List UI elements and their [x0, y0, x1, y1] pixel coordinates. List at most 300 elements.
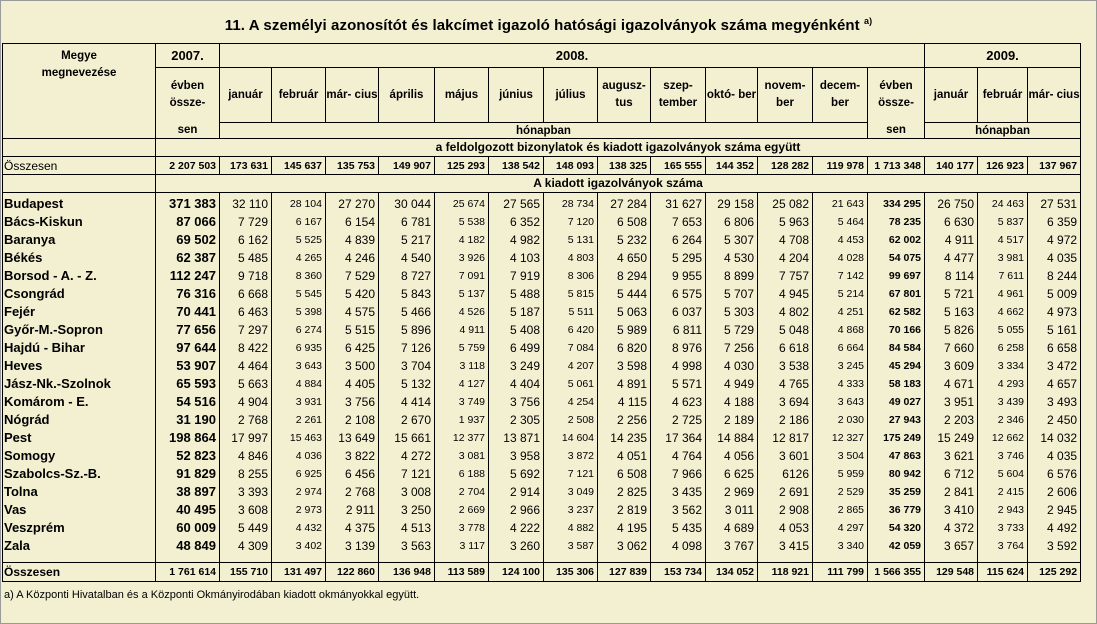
- county-row: [3, 321, 1081, 339]
- county-value: 4 405: [326, 375, 379, 393]
- county-value: 5 488: [489, 285, 544, 303]
- county-value: 6 508: [598, 465, 651, 483]
- county-name: Somogy: [3, 447, 156, 465]
- county-value: 7 297: [220, 321, 272, 339]
- county-value: 3 609: [925, 357, 978, 375]
- id-cards-table: [2, 43, 1081, 582]
- county-name: Fejér: [3, 303, 156, 321]
- county-value: 5 137: [435, 285, 489, 303]
- county-value: 2 914: [489, 483, 544, 501]
- county-value: 4 204: [758, 249, 813, 267]
- county-value: 4 028: [813, 249, 868, 267]
- county-row: [3, 249, 1081, 267]
- county-value: 4 868: [813, 321, 868, 339]
- county-value: 2 256: [598, 411, 651, 429]
- county-value: 4 689: [706, 519, 758, 537]
- county-value: 175 249: [868, 429, 925, 447]
- county-value: 12 662: [978, 429, 1028, 447]
- county-value: 5 963: [758, 213, 813, 231]
- county-value: 4 030: [706, 357, 758, 375]
- county-value: 334 295: [868, 193, 925, 214]
- county-header: [3, 44, 156, 139]
- county-value: 4 453: [813, 231, 868, 249]
- county-value: 3 139: [326, 537, 379, 555]
- county-value: 3 694: [758, 393, 813, 411]
- county-name: Veszprém: [3, 519, 156, 537]
- county-value: 5 295: [651, 249, 706, 267]
- total-processed-value: 140 177: [925, 157, 978, 175]
- total-issued-value: 129 548: [925, 563, 978, 582]
- county-value: 8 114: [925, 267, 978, 285]
- county-value: 4 053: [758, 519, 813, 537]
- county-value: 4 671: [925, 375, 978, 393]
- county-value: 5 989: [598, 321, 651, 339]
- county-name: Vas: [3, 501, 156, 519]
- county-value: 4 846: [220, 447, 272, 465]
- total-processed-value: 145 637: [272, 157, 326, 175]
- county-value: 14 235: [598, 429, 651, 447]
- county-value: 17 364: [651, 429, 706, 447]
- total-processed-value: 128 282: [758, 157, 813, 175]
- county-value: 7 653: [651, 213, 706, 231]
- total-issued-value: 122 860: [326, 563, 379, 582]
- county-value: 4 662: [978, 303, 1028, 321]
- county-value: 3 621: [925, 447, 978, 465]
- county-value: 2 969: [706, 483, 758, 501]
- county-value: 5 515: [326, 321, 379, 339]
- county-value: 3 822: [326, 447, 379, 465]
- issued-caption: A kiadott igazolványok száma: [156, 175, 1081, 193]
- county-value: 3 958: [489, 447, 544, 465]
- county-value: 3 767: [706, 537, 758, 555]
- county-value: 4 035: [1028, 447, 1081, 465]
- county-value: 4 372: [925, 519, 978, 537]
- county-value: 3 118: [435, 357, 489, 375]
- county-value: 6 264: [651, 231, 706, 249]
- county-value: 54 075: [868, 249, 925, 267]
- county-value: 2 908: [758, 501, 813, 519]
- county-value: 8 244: [1028, 267, 1081, 285]
- total-processed-value: 138 542: [489, 157, 544, 175]
- county-value: 4 254: [544, 393, 598, 411]
- county-value: 2 865: [813, 501, 868, 519]
- county-value: 62 387: [156, 249, 220, 267]
- county-value: 2 346: [978, 411, 1028, 429]
- county-value: 4 207: [544, 357, 598, 375]
- county-value: 25 082: [758, 193, 813, 214]
- county-value: 5 826: [925, 321, 978, 339]
- county-name: Zala: [3, 537, 156, 555]
- county-value: 2 030: [813, 411, 868, 429]
- month-2008-header: szep- tember: [651, 68, 706, 123]
- county-value: 2 450: [1028, 411, 1081, 429]
- county-value: 2 704: [435, 483, 489, 501]
- county-value: 78 235: [868, 213, 925, 231]
- county-value: 3 435: [651, 483, 706, 501]
- county-value: 6 811: [651, 321, 706, 339]
- county-value: 2 911: [326, 501, 379, 519]
- county-row: [3, 519, 1081, 537]
- county-row: [3, 193, 1081, 214]
- county-value: 4 333: [813, 375, 868, 393]
- county-value: 2 508: [544, 411, 598, 429]
- county-value: 5 132: [379, 375, 435, 393]
- county-value: 48 849: [156, 537, 220, 555]
- month-2008-header: már- cius: [326, 68, 379, 123]
- county-value: 5 163: [925, 303, 978, 321]
- county-value: 3 493: [1028, 393, 1081, 411]
- county-value: 5 729: [706, 321, 758, 339]
- county-value: 69 502: [156, 231, 220, 249]
- county-value: 2 725: [651, 411, 706, 429]
- county-value: 76 316: [156, 285, 220, 303]
- county-value: 5 759: [435, 339, 489, 357]
- county-name: Komárom - E.: [3, 393, 156, 411]
- county-value: 4 035: [1028, 249, 1081, 267]
- county-value: 6 925: [272, 465, 326, 483]
- county-value: 5 214: [813, 285, 868, 303]
- county-value: 7 611: [978, 267, 1028, 285]
- county-value: 2 691: [758, 483, 813, 501]
- county-value: 7 121: [544, 465, 598, 483]
- county-value: 5 161: [1028, 321, 1081, 339]
- county-value: 6126: [758, 465, 813, 483]
- county-value: 3 049: [544, 483, 598, 501]
- county-value: 12 327: [813, 429, 868, 447]
- county-value: 2 669: [435, 501, 489, 519]
- county-value: 97 644: [156, 339, 220, 357]
- county-name: Nógrád: [3, 411, 156, 429]
- month-2008-header: május: [435, 68, 489, 123]
- county-value: 4 973: [1028, 303, 1081, 321]
- total-issued-value: 1 566 355: [868, 563, 925, 582]
- county-value: 4 998: [651, 357, 706, 375]
- month-2008-header: augusz- tus: [598, 68, 651, 123]
- county-value: 5 485: [220, 249, 272, 267]
- total-issued-value: 136 948: [379, 563, 435, 582]
- county-row: [3, 501, 1081, 519]
- county-value: 5 009: [1028, 285, 1081, 303]
- county-value: 15 249: [925, 429, 978, 447]
- county-value: 2 606: [1028, 483, 1081, 501]
- total-processed-value: 148 093: [544, 157, 598, 175]
- county-value: 4 657: [1028, 375, 1081, 393]
- county-value: 36 779: [868, 501, 925, 519]
- total-issued-value: 153 734: [651, 563, 706, 582]
- county-value: 60 009: [156, 519, 220, 537]
- county-value: 5 187: [489, 303, 544, 321]
- county-header-line2: megnevezése: [41, 67, 117, 79]
- county-value: 4 972: [1028, 231, 1081, 249]
- county-value: 7 729: [220, 213, 272, 231]
- county-value: 32 110: [220, 193, 272, 214]
- county-value: 4 246: [326, 249, 379, 267]
- county-row: [3, 483, 1081, 501]
- county-row: [3, 429, 1081, 447]
- county-value: 3 746: [978, 447, 1028, 465]
- county-value: 3 657: [925, 537, 978, 555]
- county-value: 8 306: [544, 267, 598, 285]
- county-value: 5 815: [544, 285, 598, 303]
- county-value: 14 604: [544, 429, 598, 447]
- county-value: 3 260: [489, 537, 544, 555]
- county-value: 4 513: [379, 519, 435, 537]
- county-value: 4 884: [272, 375, 326, 393]
- county-name: Baranya: [3, 231, 156, 249]
- table-title: [0, 16, 1097, 34]
- county-value: 4 414: [379, 393, 435, 411]
- county-value: 5 896: [379, 321, 435, 339]
- county-value: 7 126: [379, 339, 435, 357]
- county-value: 3 334: [978, 357, 1028, 375]
- annual-2007-sen: sen: [156, 123, 220, 139]
- county-value: 3 931: [272, 393, 326, 411]
- county-row: [3, 537, 1081, 555]
- county-value: 5 063: [598, 303, 651, 321]
- county-value: 7 084: [544, 339, 598, 357]
- county-value: 58 183: [868, 375, 925, 393]
- total-issued-value: 113 589: [435, 563, 489, 582]
- county-value: 6 668: [220, 285, 272, 303]
- county-value: 2 825: [598, 483, 651, 501]
- county-value: 7 966: [651, 465, 706, 483]
- county-value: 6 781: [379, 213, 435, 231]
- total-issued-value: 118 921: [758, 563, 813, 582]
- total-issued-value: 127 839: [598, 563, 651, 582]
- county-value: 4 802: [758, 303, 813, 321]
- county-value: 3 062: [598, 537, 651, 555]
- county-value: 4 195: [598, 519, 651, 537]
- county-value: 5 959: [813, 465, 868, 483]
- total-processed-value: 119 978: [813, 157, 868, 175]
- total-issued-value: 111 799: [813, 563, 868, 582]
- county-value: 5 837: [978, 213, 1028, 231]
- county-row: [3, 375, 1081, 393]
- total-issued-value: 135 306: [544, 563, 598, 582]
- county-value: 5 604: [978, 465, 1028, 483]
- county-value: 4 222: [489, 519, 544, 537]
- total-issued-value: 125 292: [1028, 563, 1081, 582]
- county-value: 6 463: [220, 303, 272, 321]
- county-value: 6 625: [706, 465, 758, 483]
- county-name: Csongrád: [3, 285, 156, 303]
- county-value: 6 575: [651, 285, 706, 303]
- county-value: 6 425: [326, 339, 379, 357]
- county-value: 3 764: [978, 537, 1028, 555]
- county-value: 31 190: [156, 411, 220, 429]
- county-value: 35 259: [868, 483, 925, 501]
- footnote: a) A Központi Hivatalban és a Központi Okmányirodában kiadott okmányokkal együtt.: [4, 589, 420, 601]
- county-value: 7 121: [379, 465, 435, 483]
- county-value: 3 011: [706, 501, 758, 519]
- county-value: 2 529: [813, 483, 868, 501]
- total-processed-value: 173 631: [220, 157, 272, 175]
- county-value: 49 027: [868, 393, 925, 411]
- month-2008-header: február: [272, 68, 326, 123]
- county-value: 2 841: [925, 483, 978, 501]
- county-row: [3, 285, 1081, 303]
- county-value: 4 103: [489, 249, 544, 267]
- county-value: 8 255: [220, 465, 272, 483]
- county-value: 3 562: [651, 501, 706, 519]
- county-value: 3 872: [544, 447, 598, 465]
- county-value: 3 402: [272, 537, 326, 555]
- county-value: 29 158: [706, 193, 758, 214]
- county-value: 5 663: [220, 375, 272, 393]
- county-value: 2 261: [272, 411, 326, 429]
- county-value: 9 955: [651, 267, 706, 285]
- county-value: 4 265: [272, 249, 326, 267]
- county-value: 2 819: [598, 501, 651, 519]
- month-2008-header: decem- ber: [813, 68, 868, 123]
- county-name: Bács-Kiskun: [3, 213, 156, 231]
- total-processed-value: 137 967: [1028, 157, 1081, 175]
- county-value: 3 500: [326, 357, 379, 375]
- county-value: 5 444: [598, 285, 651, 303]
- county-value: 27 565: [489, 193, 544, 214]
- total-processed-row: [3, 157, 1081, 175]
- county-value: 3 472: [1028, 357, 1081, 375]
- county-value: 3 601: [758, 447, 813, 465]
- county-value: 47 863: [868, 447, 925, 465]
- county-value: 4 517: [978, 231, 1028, 249]
- county-value: 4 492: [1028, 519, 1081, 537]
- annual-2008-label: évben össze-: [868, 68, 925, 123]
- county-value: 7 919: [489, 267, 544, 285]
- county-value: 27 531: [1028, 193, 1081, 214]
- county-value: 3 081: [435, 447, 489, 465]
- county-value: 62 582: [868, 303, 925, 321]
- county-value: 4 526: [435, 303, 489, 321]
- month-2008-header: január: [220, 68, 272, 123]
- county-row: [3, 267, 1081, 285]
- county-value: 3 951: [925, 393, 978, 411]
- county-value: 7 660: [925, 339, 978, 357]
- month-2008-header: június: [489, 68, 544, 123]
- county-value: 5 511: [544, 303, 598, 321]
- annual-2007-label: évben össze-: [156, 68, 220, 123]
- county-value: 14 032: [1028, 429, 1081, 447]
- county-value: 6 420: [544, 321, 598, 339]
- county-value: 84 584: [868, 339, 925, 357]
- county-value: 3 340: [813, 537, 868, 555]
- county-value: 70 441: [156, 303, 220, 321]
- total-processed-value: 1 713 348: [868, 157, 925, 175]
- county-value: 4 309: [220, 537, 272, 555]
- county-value: 4 949: [706, 375, 758, 393]
- county-value: 3 410: [925, 501, 978, 519]
- year-2009-header: 2009.: [925, 44, 1081, 68]
- county-name: Jász-Nk.-Szolnok: [3, 375, 156, 393]
- county-value: 6 456: [326, 465, 379, 483]
- county-value: 6 188: [435, 465, 489, 483]
- county-value: 6 274: [272, 321, 326, 339]
- county-value: 4 293: [978, 375, 1028, 393]
- county-value: 87 066: [156, 213, 220, 231]
- county-value: 4 904: [220, 393, 272, 411]
- county-value: 2 943: [978, 501, 1028, 519]
- county-value: 15 661: [379, 429, 435, 447]
- county-value: 3 598: [598, 357, 651, 375]
- total-issued-row: [3, 563, 1081, 582]
- county-value: 3 439: [978, 393, 1028, 411]
- county-value: 6 167: [272, 213, 326, 231]
- county-value: 21 643: [813, 193, 868, 214]
- county-value: 4 911: [435, 321, 489, 339]
- county-value: 8 294: [598, 267, 651, 285]
- county-value: 4 056: [706, 447, 758, 465]
- county-value: 5 055: [978, 321, 1028, 339]
- county-value: 4 272: [379, 447, 435, 465]
- county-value: 40 495: [156, 501, 220, 519]
- county-value: 3 778: [435, 519, 489, 537]
- county-value: 31 627: [651, 193, 706, 214]
- month-2008-header: novem- ber: [758, 68, 813, 123]
- total-processed-value: 138 325: [598, 157, 651, 175]
- county-value: 4 982: [489, 231, 544, 249]
- county-row: [3, 465, 1081, 483]
- county-value: 62 002: [868, 231, 925, 249]
- county-value: 5 420: [326, 285, 379, 303]
- county-value: 4 115: [598, 393, 651, 411]
- county-value: 45 294: [868, 357, 925, 375]
- county-value: 3 008: [379, 483, 435, 501]
- county-value: 4 464: [220, 357, 272, 375]
- county-name: Pest: [3, 429, 156, 447]
- total-processed-label: Összesen: [3, 157, 156, 175]
- county-value: 15 463: [272, 429, 326, 447]
- total-processed-value: 149 907: [379, 157, 435, 175]
- county-value: 3 756: [326, 393, 379, 411]
- county-value: 8 976: [651, 339, 706, 357]
- county-value: 54 516: [156, 393, 220, 411]
- county-value: 5 303: [706, 303, 758, 321]
- county-value: 4 803: [544, 249, 598, 267]
- county-value: 5 571: [651, 375, 706, 393]
- county-value: 28 734: [544, 193, 598, 214]
- county-value: 7 142: [813, 267, 868, 285]
- county-value: 6 630: [925, 213, 978, 231]
- county-value: 6 258: [978, 339, 1028, 357]
- month-2008-header: július: [544, 68, 598, 123]
- county-value: 4 623: [651, 393, 706, 411]
- county-value: 6 359: [1028, 213, 1081, 231]
- county-value: 2 189: [706, 411, 758, 429]
- county-value: 5 217: [379, 231, 435, 249]
- month-2009-header: január: [925, 68, 978, 123]
- county-value: 65 593: [156, 375, 220, 393]
- county-value: 8 727: [379, 267, 435, 285]
- county-value: 4 432: [272, 519, 326, 537]
- county-value: 2 305: [489, 411, 544, 429]
- county-value: 5 525: [272, 231, 326, 249]
- county-value: 2 186: [758, 411, 813, 429]
- county-value: 7 529: [326, 267, 379, 285]
- county-value: 38 897: [156, 483, 220, 501]
- year-2007-header: 2007.: [156, 44, 220, 68]
- county-value: 2 966: [489, 501, 544, 519]
- county-value: 7 256: [706, 339, 758, 357]
- county-value: 7 757: [758, 267, 813, 285]
- county-value: 4 575: [326, 303, 379, 321]
- county-value: 112 247: [156, 267, 220, 285]
- county-value: 3 643: [272, 357, 326, 375]
- county-value: 2 945: [1028, 501, 1081, 519]
- annual-2008-sen: sen: [868, 123, 925, 139]
- county-value: 2 670: [379, 411, 435, 429]
- county-value: 2 108: [326, 411, 379, 429]
- county-value: 4 540: [379, 249, 435, 267]
